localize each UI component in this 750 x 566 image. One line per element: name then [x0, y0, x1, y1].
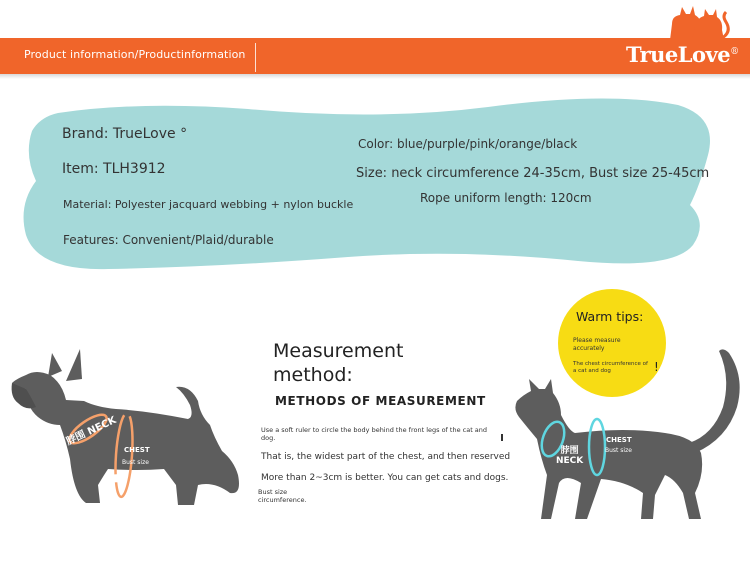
warm-tips-text-2: The chest circumference of a cat and dog [573, 361, 648, 374]
measurement-line-2: That is, the widest part of the chest, and then reserved [261, 452, 511, 462]
dog-neck-cn: 脖围 [64, 429, 88, 448]
dog-chest-label: CHEST [124, 446, 150, 454]
info-item: Item: TLH3912 [62, 161, 166, 177]
measurement-title: Measurement method: [273, 340, 404, 386]
dog-bust-label: Bust size [122, 459, 149, 466]
info-material: Material: Polyester jacquard webbing + nylon buckle [63, 198, 354, 211]
dog-neck-en: NECK [85, 414, 119, 438]
brand-name: TrueLove [626, 42, 731, 67]
dog-illustration [8, 345, 243, 515]
pets-logo-icon [662, 2, 732, 40]
measurement-line-4: Bust size circumference. [258, 488, 307, 504]
header-shadow [0, 74, 750, 79]
measurement-line-1: Use a soft ruler to circle the body behind the front legs of the cat and dog. [261, 426, 488, 442]
cat-neck-cn: 脖围 [560, 446, 579, 456]
info-color: Color: blue/purple/pink/orange/black [358, 137, 578, 151]
header-divider [255, 43, 256, 72]
cat-illustration [505, 343, 745, 523]
info-features: Features: Convenient/Plaid/durable [63, 233, 274, 247]
cat-chest-label: CHEST [606, 436, 632, 444]
info-size: Size: neck circumference 24-35cm, Bust size 25-45cm [356, 166, 710, 181]
cat-bust-label: Bust size [605, 447, 632, 454]
info-rope-length: Rope uniform length: 120cm [420, 191, 592, 205]
measurement-subtitle: METHODS OF MEASUREMENT [275, 394, 486, 408]
warm-tips-text-1: Please measure accurately [573, 337, 621, 352]
info-blob [18, 95, 728, 275]
page-title: Product information/Productinformation [24, 48, 246, 61]
brand-registered-mark: ® [730, 47, 739, 57]
divider-mark [501, 434, 503, 441]
warm-tips-mark: ! [654, 360, 659, 374]
measurement-line-3: More than 2~3cm is better. You can get cats and dogs. [261, 473, 509, 483]
cat-neck-label [556, 446, 583, 466]
brand-logo [626, 42, 739, 67]
info-brand: Brand: TrueLove ° [62, 126, 188, 142]
warm-tips-title: Warm tips: [576, 309, 644, 324]
cat-neck-en: NECK [556, 456, 584, 466]
